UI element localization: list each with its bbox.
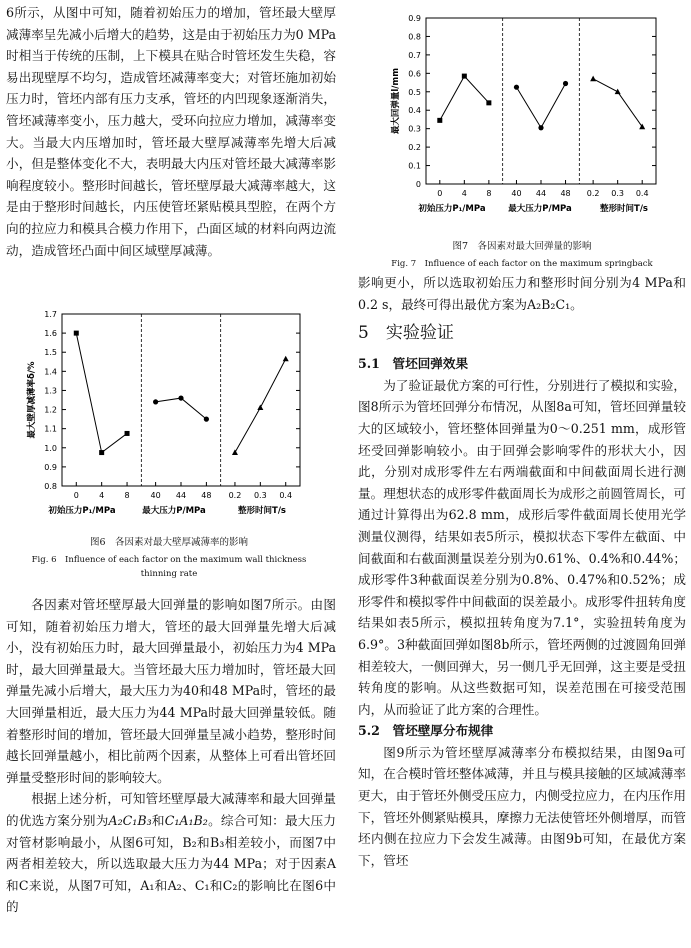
x-tick-label: 48 <box>560 189 571 198</box>
paragraph: 为了验证最优方案的可行性，分别进行了模拟和实验，图8所示为管坯回弹分布情况，从图8a可知，管坯回弹量较大的区域较小，管坯整体回弹量为0～0.251 mm，成形管坯受回弹影响较小。由于回弹会影响零件的形状大小，因此，分别对成形零件左右两端截面和中间截面周长进行测量。理想状态的成形零件截面周长为成形之前圆管周长，可通过计算得出为62.8 mm，成形后零件截面周长使用光学测量仪测得，结果如表5所示，模拟状态下零件左截面、中间截面和右截面测量误差分别为0.61%、0.4%和0.44%；成形零件3种截面误差分别为0.8%、0.47%和0.52%；成形零件和模拟零件中间截面的误差最小。成形零件扭转角度结果如表5所示，模拟扭转角度为7.1°，实验扭转角度为6.9°。3种截面回弹如图8b所示，管坯两侧的过渡圆角回弹相差较大，一侧回弹大，另一侧几乎无回弹，这主要是受扭转角度的影响。从这些数据可知，误差范围在可接受范围内，从而验证了此方案的合理性。 <box>358 377 686 717</box>
data-point-square <box>125 431 130 436</box>
section-title: 5 实验验证 <box>358 323 454 344</box>
x-tick-label: 0 <box>73 491 79 500</box>
scheme-2: C₁A₁B₂ <box>164 812 208 828</box>
y-tick-label: 1.1 <box>44 424 57 434</box>
x-tick-label: 0.4 <box>635 189 649 198</box>
data-point-triangle <box>590 76 596 82</box>
x-tick-label: 0 <box>437 189 443 198</box>
data-point-square <box>486 100 491 105</box>
fig6-caption-en-line2: thinning rate <box>140 569 198 579</box>
y-axis-label: 最大壁厚减薄率δ/% <box>27 361 37 439</box>
y-tick-label: 1.7 <box>44 310 57 319</box>
y-tick-label: 0.5 <box>408 87 421 97</box>
data-point-triangle <box>615 89 621 95</box>
y-tick-label: 0.8 <box>408 32 421 42</box>
y-tick-label: 1.5 <box>44 348 57 358</box>
paragraph: 图9所示为管坯壁厚减薄率分布模拟结果，由图9a可知，在合模时管坯整体减薄，并且与模具接触的区域减薄率更大，由于管坯外侧受压应力，内侧受拉应力，在内压作用下，管坯外侧紧贴模具，摩擦力无法使管坯外侧增厚，而管坯内侧在拉应力下会发生减薄。由图9b可知，在最优方案下，管坯 <box>358 744 686 868</box>
data-point-circle <box>538 125 543 130</box>
y-tick-label: 0.9 <box>408 14 421 23</box>
series-line <box>156 398 207 419</box>
x-tick-label: 40 <box>150 491 161 500</box>
series-line <box>76 333 127 452</box>
x-tick-label: 0.3 <box>253 491 267 500</box>
data-point-circle <box>514 85 519 90</box>
x-axis-label: 最大压力P/MPa <box>508 204 572 214</box>
paragraph <box>6 788 336 918</box>
paragraph: 各因素对管坯壁厚最大回弹量的影响如图7所示。由图可知，随着初始压力增大，管坯的最大回弹量先增大后减小，没有初始压力时，最大回弹量最小，初始压力为4 MPa时，最大回弹量最大。当管坯最大压力增加时，管坯最大回弹量先减小后增大，最大压力为40和48 MPa时，管坯的最大回弹量相近，最大压力为44 MPa时最大回弹量较低。随着整形时间的增加，管坯最大回弹量呈减小趋势，整形时间越长回弹量越小，相比前两个因素，从整体上可看出管坯回弹量受整形时间的影响较大。 <box>6 597 336 785</box>
x-axis-label: 初始压力P₁/MPa <box>418 204 486 214</box>
right-column <box>358 272 686 871</box>
y-tick-label: 1.0 <box>44 443 57 453</box>
text-run: 。综合可知：最大压力对管材影响最小，从图6可知，B₂和B₃相差较小，而图7中两者相差较大，所以选取最大压力为44 MPa；对于因素A和C来说，从图7可知，A₁和A₂、C₁和C₂的影响比在图6中的 <box>6 812 337 915</box>
data-point-triangle <box>283 356 289 362</box>
data-point-square <box>437 118 442 123</box>
fig6-caption-en <box>14 553 324 581</box>
y-tick-label: 0.6 <box>408 69 421 79</box>
fig6-caption-cn: 图6 各因素对最大壁厚减薄率的影响 <box>89 537 249 548</box>
x-tick-label: 8 <box>486 189 492 198</box>
y-tick-label: 0.1 <box>408 161 421 171</box>
data-point-triangle <box>257 404 263 410</box>
series-line <box>440 76 489 120</box>
y-tick-label: 0.2 <box>408 143 421 153</box>
x-axis-label: 最大压力P/MPa <box>142 506 206 516</box>
x-tick-label: 0.2 <box>586 189 600 198</box>
x-tick-label: 0.3 <box>611 189 625 198</box>
y-tick-label: 1.4 <box>44 367 57 377</box>
data-point-triangle <box>232 449 238 455</box>
y-tick-label: 0 <box>415 180 421 189</box>
text-run: 和 <box>151 812 165 828</box>
figure-6 <box>14 302 324 581</box>
figure-7 <box>372 6 672 271</box>
paragraph: 影响更小，所以选取初始压力和整形时间分别为4 MPa和0.2 s，最终可得出最优方案为A₂B₂C₁。 <box>358 275 686 312</box>
data-point-circle <box>204 417 209 422</box>
fig6-caption-en-line1: Fig. 6 Influence of each factor on the maximum wall thickness <box>31 555 307 565</box>
y-tick-label: 1.3 <box>44 386 57 396</box>
x-tick-label: 8 <box>124 491 130 500</box>
x-axis-label: 整形时间T/s <box>238 506 286 516</box>
x-axis-label: 初始压力P₁/MPa <box>48 506 116 516</box>
data-point-circle <box>153 399 158 404</box>
subsection-title: 5.1 管坯回弹效果 <box>358 356 469 372</box>
text-run: 根据上述分析，可知管坯壁厚最大减薄率和最大回弹量的优选方案分别为 <box>6 791 336 828</box>
fig7-caption-en: Fig. 7 Influence of each factor on the maximum springback <box>391 259 653 269</box>
data-point-circle <box>563 81 568 86</box>
subsection-title: 5.2 管坯壁厚分布规律 <box>358 723 494 739</box>
data-point-square <box>462 74 467 79</box>
y-tick-label: 0.3 <box>408 124 421 134</box>
series-line <box>593 79 642 127</box>
scheme-1: A₂C₁B₃ <box>108 812 152 828</box>
y-tick-label: 1.2 <box>44 405 57 415</box>
data-point-square <box>99 450 104 455</box>
data-point-circle <box>178 395 183 400</box>
x-tick-label: 4 <box>99 491 105 500</box>
x-axis-label: 整形时间T/s <box>600 204 648 214</box>
x-tick-label: 48 <box>201 491 212 500</box>
data-point-square <box>74 331 79 336</box>
y-tick-label: 0.7 <box>408 50 421 60</box>
y-tick-label: 0.9 <box>44 462 57 472</box>
series-line <box>516 83 565 127</box>
x-tick-label: 0.4 <box>279 491 293 500</box>
y-axis-label: 最大回弹量l/mm <box>391 67 401 135</box>
fig7-chart <box>372 6 672 224</box>
x-tick-label: 0.2 <box>228 491 242 500</box>
x-tick-label: 44 <box>175 491 187 500</box>
x-tick-label: 4 <box>461 189 467 198</box>
y-tick-label: 0.4 <box>408 106 421 116</box>
fig6-chart <box>14 302 324 520</box>
y-tick-label: 0.8 <box>44 482 57 491</box>
paragraph: 6所示，从图中可知，随着初始压力的增加，管坯最大壁厚减薄率呈先减小后增大的趋势，这是由于初始压力为0 MPa时相当于传统的压制，上下模具在贴合时管坯发生失稳，容易出现壁厚不均匀，造成管坯减薄率变大；对管坯施加初始压力时，管坯内部有压力支承，管坯的内凹现象逐渐消失，管坯减薄率变小，压力越大，受环向拉应力增加，减薄率变大。当最大内压增加时，管坯最大壁厚减薄率先增大后减小，但是整体变化不大，表明最大内压对管坯最大减薄率影响程度较小。整形时间越长，管坯壁厚最大减薄率越大，这是由于整形时间越长，内压使管坯紧贴模具型腔，在两个方向的拉应力和模具合模力作用下，凸面区域的材料向两边流动，造成管坯凸面中间区域壁厚减薄。 <box>6 5 336 258</box>
plot-frame <box>426 18 656 184</box>
left-column-bottom <box>6 594 336 918</box>
x-tick-label: 44 <box>535 189 547 198</box>
left-column-top <box>6 2 336 261</box>
x-tick-label: 40 <box>511 189 522 198</box>
y-tick-label: 1.6 <box>44 329 57 339</box>
fig7-caption-cn: 图7 各因素对最大回弹量的影响 <box>452 241 592 252</box>
